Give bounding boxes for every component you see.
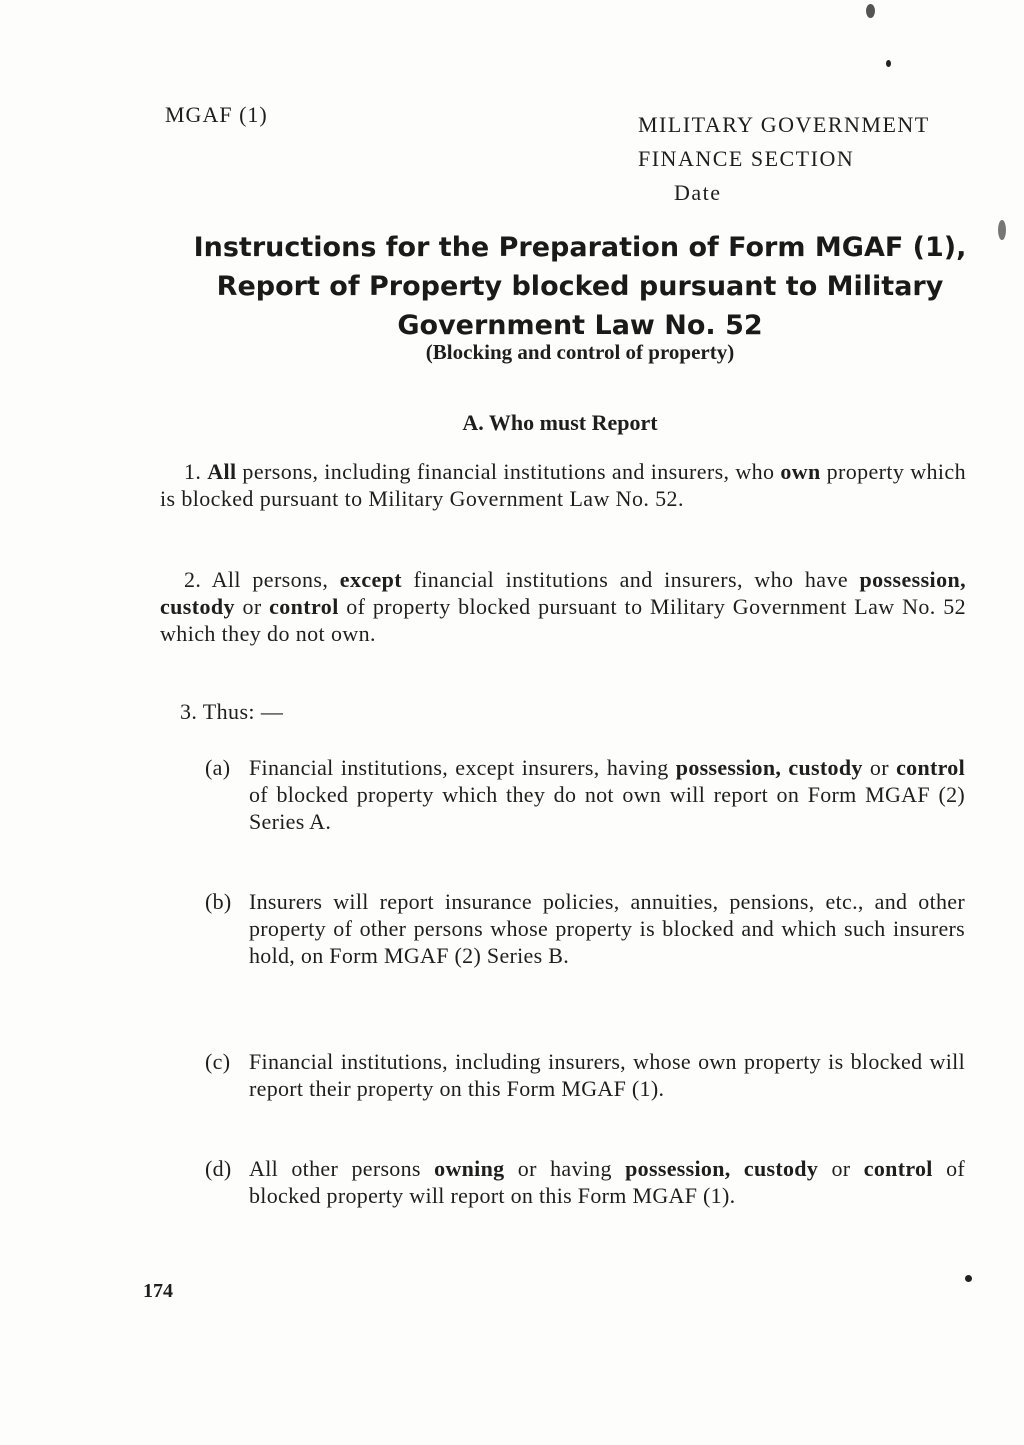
scan-speck (866, 4, 875, 18)
paragraph-text: or (234, 594, 270, 619)
emphasis: possession, custody (160, 567, 967, 619)
item-text-run: Insurers will report insurance policies, annuities, pensions, etc., and other property of other persons whose property is blocked and which such insurers hold, on Form MGAF (2) Series B. (249, 889, 965, 968)
page-number: 174 (143, 1280, 173, 1302)
item-text (249, 754, 965, 835)
paragraph-2 (160, 566, 966, 647)
item-text-run: Financial institutions, including insurers, whose own property is blocked will report their property on this Form MGAF (1). (249, 1049, 965, 1101)
paragraph-3 (180, 698, 986, 725)
title-line-1: Instructions for the Preparation of Form MGAF (1), (193, 232, 967, 263)
authority-line-2: FINANCE SECTION (638, 146, 855, 171)
item-text-run: Financial institutions, except insurers, having (249, 755, 676, 780)
paragraph-text: All persons, (201, 567, 340, 592)
item-text (249, 1155, 965, 1209)
emphasis: possession, custody (675, 755, 863, 780)
scan-speck (965, 1275, 972, 1282)
item-text-run: of blocked property which they do not own will report on Form MGAF (2) Series A. (249, 782, 965, 834)
list-item-a (205, 754, 965, 835)
section-heading: A. Who must Report (462, 410, 658, 435)
issuing-authority (638, 108, 930, 210)
paragraph-1 (160, 458, 966, 512)
item-text-run: All other persons (249, 1156, 435, 1181)
paragraph-text: 3. Thus: — (180, 699, 284, 724)
item-text-run: or having (504, 1156, 626, 1181)
emphasis: possession, custody (625, 1156, 819, 1181)
list-item-c (205, 1048, 965, 1102)
authority-line-1: MILITARY GOVERNMENT (638, 112, 930, 137)
paragraph-text: persons, including financial institutions and insurers, who (236, 459, 781, 484)
item-text (249, 1048, 965, 1102)
paragraph-number: 1. (184, 459, 202, 484)
item-text-run: of blocked property will report on this Form MGAF (1). (249, 1156, 965, 1208)
emphasis: All (207, 459, 237, 484)
item-text (249, 888, 965, 969)
date-label: Date (674, 180, 722, 205)
item-marker: (a) (205, 755, 231, 780)
item-marker: (b) (205, 889, 232, 914)
title-line-3: Government Law No. 52 (397, 310, 763, 341)
item-marker: (d) (205, 1156, 232, 1181)
emphasis: control (863, 1156, 933, 1181)
form-code: MGAF (1) (165, 102, 268, 127)
list-item-b (205, 888, 965, 969)
title-line-2: Report of Property blocked pursuant to Military (216, 271, 944, 302)
emphasis: except (339, 567, 403, 592)
document-title (120, 228, 1024, 345)
emphasis: owning (434, 1156, 505, 1181)
paragraph-text: of property blocked pursuant to Military Government Law No. 52 which they do not own. (160, 594, 966, 646)
paragraph-text: financial institutions and insurers, who have (402, 567, 860, 592)
scan-speck (998, 220, 1006, 240)
emphasis: control (269, 594, 339, 619)
item-text-run: or (818, 1156, 864, 1181)
paragraph-number: 2. (184, 567, 202, 592)
scan-speck (886, 60, 891, 67)
emphasis: control (896, 755, 965, 780)
list-item-d (205, 1155, 965, 1209)
item-text-run: or (862, 755, 897, 780)
document-subtitle: (Blocking and control of property) (425, 340, 735, 364)
emphasis: own (780, 459, 821, 484)
paragraph-text: property which is blocked pursuant to Military Government Law No. 52. (160, 459, 966, 511)
item-marker: (c) (205, 1049, 231, 1074)
